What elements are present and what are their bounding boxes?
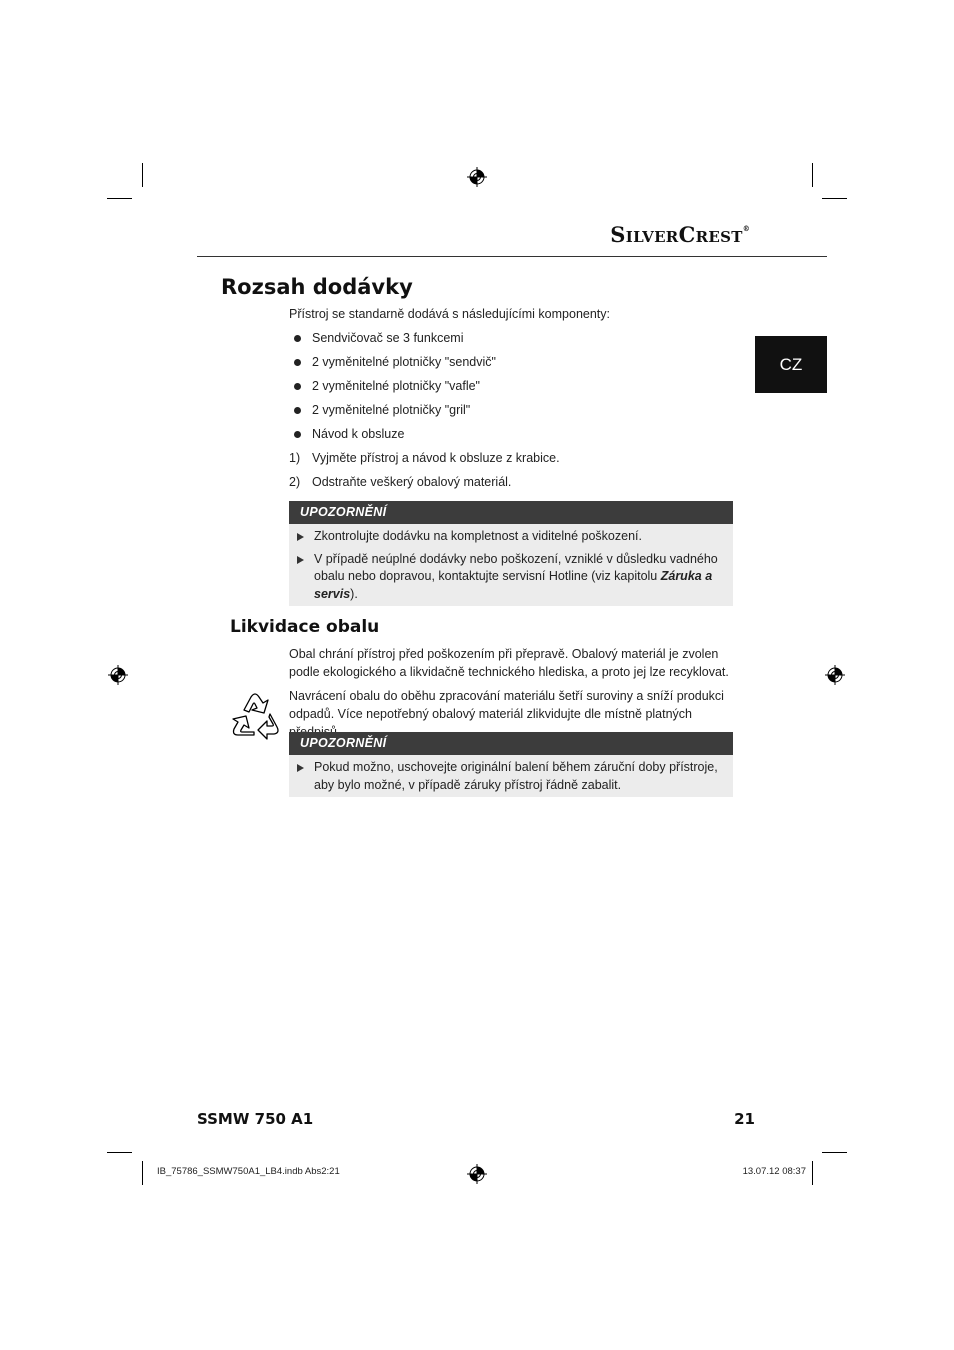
section-title-delivery: Rozsah dodávky xyxy=(221,275,413,299)
list-item: 2 vyměnitelné plotničky "sendvič" xyxy=(312,355,496,369)
recycle-icon xyxy=(224,688,286,746)
bullet-icon xyxy=(294,383,301,390)
arrow-right-icon xyxy=(297,533,304,541)
warning-item-text: ). xyxy=(350,586,358,601)
list-item: Návod k obsluze xyxy=(312,427,405,441)
brand-registered: ® xyxy=(742,224,750,233)
step-number: 2) xyxy=(289,475,301,489)
arrow-right-icon xyxy=(297,764,304,772)
bullet-icon xyxy=(294,359,301,366)
brand-part: ILVER xyxy=(625,228,679,246)
warning-heading: UPOZORNĚNÍ xyxy=(289,732,733,755)
brand-part: C xyxy=(678,222,696,247)
registration-mark-icon xyxy=(467,1164,487,1184)
bullet-icon xyxy=(294,335,301,342)
warning-item-emphasis: Záruka a servis xyxy=(314,569,713,601)
warning-item-text: Zkontrolujte dodávku na kompletnost a viditelné poškození. xyxy=(314,529,642,543)
page-number: 21 xyxy=(734,1110,755,1128)
crop-mark xyxy=(107,198,132,199)
crop-mark xyxy=(812,163,813,187)
delivery-intro: Přístroj se standarně dodává s následujícími komponenty: xyxy=(289,307,611,321)
crop-mark xyxy=(822,1152,847,1153)
print-slug-file: IB_75786_SSMW750A1_LB4.indb Abs2:21 xyxy=(157,1166,340,1177)
print-slug-date: 13.07.12 08:37 xyxy=(742,1166,806,1177)
warning-box xyxy=(289,501,733,606)
brand-logo xyxy=(600,222,750,247)
crop-mark xyxy=(142,1161,143,1185)
brand-part: S xyxy=(610,222,626,247)
list-item: 2 vyměnitelné plotničky "vafle" xyxy=(312,379,480,393)
bullet-icon xyxy=(294,407,301,414)
packaging-paragraph: Obal chrání přístroj před poškozením při přepravě. Obalový materiál je zvolen podle ekologického a likvidačně technického hlediska, a proto jej lze recyklovat. xyxy=(289,647,729,679)
brand-part: REST xyxy=(695,228,743,246)
registration-mark-icon xyxy=(825,665,845,685)
warning-item xyxy=(289,528,733,546)
packaging-paragraph: Navrácení obalu do oběhu zpracování materiálu šetří suroviny a sníží produkci odpadů. Více nepotřebný obalový materiál zlikvidujte dle místně platných xyxy=(289,689,724,721)
warning-item-text: Pokud možno, uschovejte originální balení během záruční doby přístroje, aby bylo možné, v případě záruky přístroj řádně zabalit. xyxy=(314,760,718,792)
bullet-icon xyxy=(294,431,301,438)
footer-model: SSMW 750 A1 xyxy=(197,1110,314,1128)
list-item: Sendvičovač se 3 funkcemi xyxy=(312,331,464,345)
registration-mark-icon xyxy=(108,665,128,685)
header-divider xyxy=(197,256,827,257)
crop-mark xyxy=(142,163,143,187)
warning-item-text: V případě neúplné dodávky nebo poškození, vzniklé v důsledku vadného obalu nebo dopravou, kontaktujte servisní Hotline (viz kapitolu xyxy=(314,551,718,583)
section-title-packaging: Likvidace obalu xyxy=(230,617,380,637)
step-number: 1) xyxy=(289,451,301,465)
step-text: Odstraňte veškerý obalový materiál. xyxy=(312,475,512,489)
list-item: 2 vyměnitelné plotničky "gril" xyxy=(312,403,471,417)
registration-mark-icon xyxy=(467,167,487,187)
language-tab: CZ xyxy=(755,336,827,393)
warning-item xyxy=(289,759,733,794)
warning-item xyxy=(289,551,733,604)
warning-box xyxy=(289,732,733,797)
crop-mark xyxy=(107,1152,132,1153)
crop-mark xyxy=(812,1161,813,1185)
arrow-right-icon xyxy=(297,556,304,564)
warning-heading: UPOZORNĚNÍ xyxy=(289,501,733,524)
crop-mark xyxy=(822,198,847,199)
step-text: Vyjměte přístroj a návod k obsluze z krabice. xyxy=(312,451,560,465)
